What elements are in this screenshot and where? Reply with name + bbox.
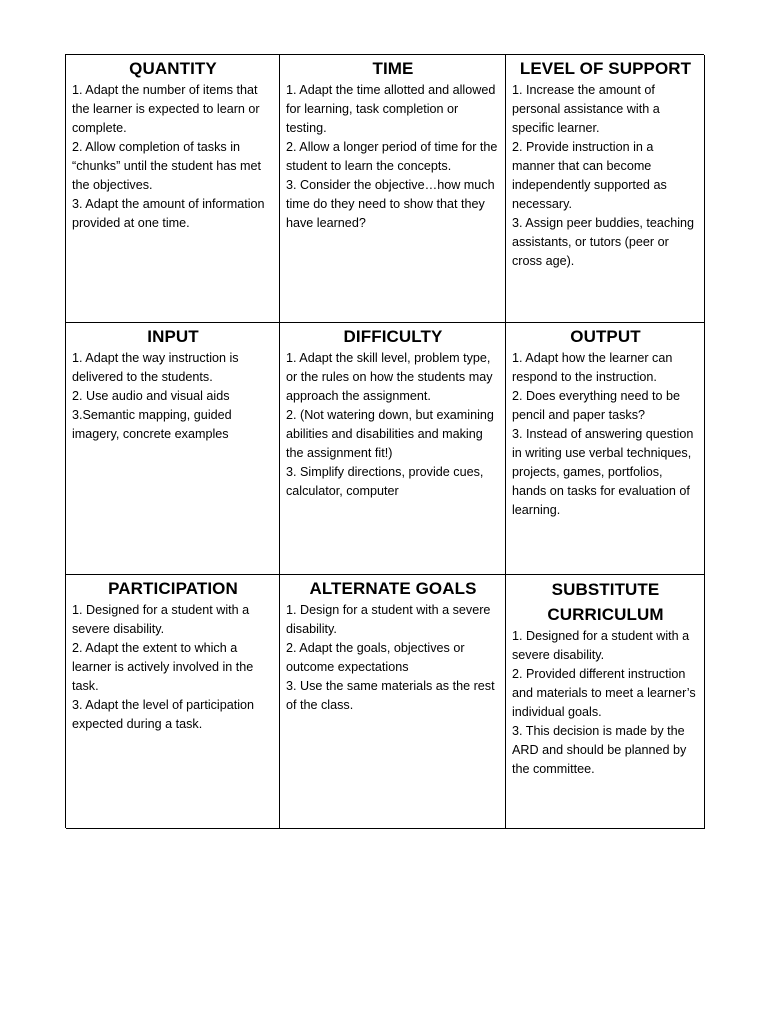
cell-input (66, 323, 280, 575)
cell-items (512, 627, 699, 779)
list-item: 3. Use the same materials as the rest of the class. (286, 679, 495, 712)
cell-title: QUANTITY (129, 59, 217, 78)
list-item: 2. Allow a longer period of time for the student to learn the concepts. (286, 140, 498, 173)
list-item: 3. Instead of answering question in writing use verbal techniques, projects, games, portfolios, hands on tasks for evaluation of learning. (512, 427, 694, 517)
list-item: 1. Adapt the number of items that the learner is expected to learn or complete. (72, 83, 260, 135)
cell-difficulty (280, 323, 506, 575)
cell-items (286, 349, 500, 501)
list-item: 2. Does everything need to be pencil and paper tasks? (512, 389, 681, 422)
cell-title: INPUT (147, 327, 199, 346)
list-item: 1. Increase the amount of personal assistance with a specific learner. (512, 83, 660, 135)
list-item: 2. Adapt the extent to which a learner is actively involved in the task. (72, 641, 254, 693)
cell-title: LEVEL OF SUPPORT (519, 59, 692, 78)
cell-items (72, 81, 274, 233)
cell-alternate-goals (280, 575, 506, 829)
list-item: 2. Use audio and visual aids (72, 389, 230, 403)
cell-title: OUTPUT (570, 327, 641, 346)
adaptations-table (65, 54, 704, 828)
cell-output (506, 323, 705, 575)
cell-items (286, 601, 500, 715)
cell-time (280, 55, 506, 323)
cell-title: ALTERNATE GOALS (309, 579, 477, 598)
list-item: 2. Provided different instruction and materials to meet a learner’s individual goals. (512, 667, 696, 719)
cell-title: PARTICIPATION (108, 579, 238, 598)
list-item: 2. Allow completion of tasks in “chunks” until the student has met the objectives. (72, 140, 262, 192)
list-item: 1. Designed for a student with a severe disability. (512, 629, 690, 662)
cell-items (286, 81, 500, 233)
list-item: 2. (Not watering down, but examining abilities and disabilities and making the assignment fit!) (286, 408, 494, 460)
list-item: 3. Adapt the amount of information provided at one time. (72, 197, 265, 230)
cell-items (72, 601, 274, 734)
list-item: 1. Adapt the time allotted and allowed for learning, task completion or testing. (286, 83, 496, 135)
list-item: 2. Provide instruction in a manner that can become independently supported as necessary. (512, 140, 667, 211)
cell-items (512, 81, 699, 271)
list-item: 2. Adapt the goals, objectives or outcome expectations (286, 641, 465, 674)
list-item: 1. Adapt how the learner can respond to the instruction. (512, 351, 673, 384)
cell-title: DIFFICULTY (343, 327, 443, 346)
list-item: 1. Adapt the skill level, problem type, or the rules on how the students may approach the assignment. (286, 351, 493, 403)
cell-participation (66, 575, 280, 829)
list-item: 3. Consider the objective…how much time do they need to show that they have learned? (286, 178, 495, 230)
list-item: 1. Designed for a student with a severe disability. (72, 603, 250, 636)
cell-quantity (66, 55, 280, 323)
list-item: 3. Adapt the level of participation expected during a task. (72, 698, 255, 731)
cell-title: TIME (372, 59, 414, 78)
cell-level-of-support (506, 55, 705, 323)
cell-substitute-curriculum (506, 575, 705, 829)
cell-items (72, 349, 274, 444)
list-item: 1. Adapt the way instruction is delivered to the students. (72, 351, 239, 384)
list-item: 3. This decision is made by the ARD and should be planned by the committee. (512, 724, 687, 776)
cell-items (512, 349, 699, 520)
list-item: 3. Assign peer buddies, teaching assistants, or tutors (peer or cross age). (512, 216, 695, 268)
list-item: 3.Semantic mapping, guided imagery, concrete examples (72, 408, 232, 441)
list-item: 1. Design for a student with a severe disability. (286, 603, 491, 636)
list-item: 3. Simplify directions, provide cues, calculator, computer (286, 465, 484, 498)
cell-title: SUBSTITUTE CURRICULUM (547, 580, 664, 624)
